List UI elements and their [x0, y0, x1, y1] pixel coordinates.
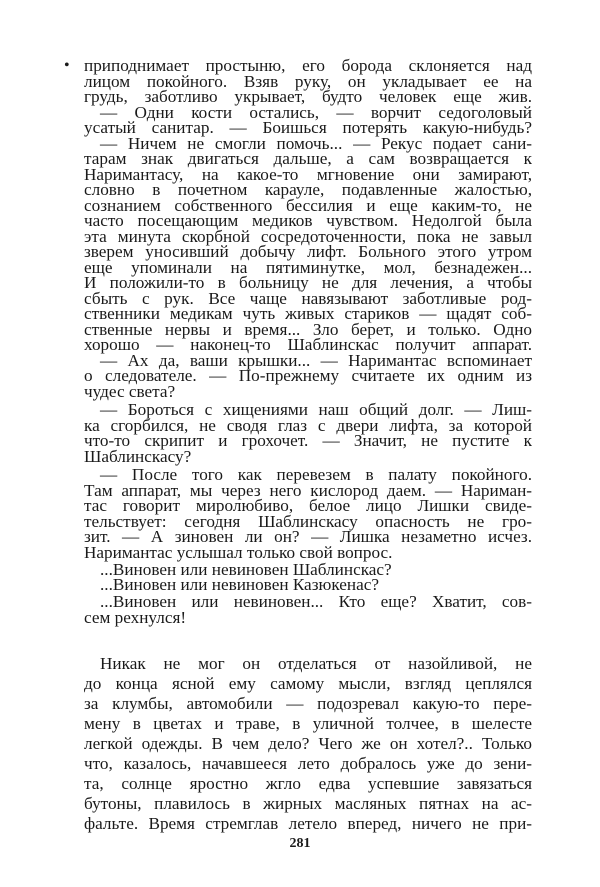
- text-line: ...Виновен или невиновен Казюкенас?: [100, 575, 379, 594]
- text-line: сбыть с рук. Все чаще навязывают заботливые род-: [84, 289, 532, 308]
- text-line: Наримантасу, на какое-то мгновение они замирают,: [84, 165, 532, 184]
- text-line: Никак не мог он отделаться от назойливой, не: [100, 654, 532, 673]
- text-line: Наримантас услышал только свой вопрос.: [84, 543, 393, 562]
- text-line: словно в почетном карауле, подавленные жалостью,: [84, 180, 532, 199]
- text-line: чудес света?: [84, 382, 176, 401]
- text-line: усатый санитар. — Боишься потерять какую-нибудь?: [84, 118, 532, 137]
- text-line: тарам знак двигаться дальше, а сам возвращается к: [84, 149, 532, 168]
- text-line: о следователе. — По-прежнему считаете их одним из: [84, 366, 532, 385]
- text-line: фальте. Время стремглав летело вперед, ничего не при-: [84, 814, 532, 833]
- text-line: — Бороться с хищениями наш общий долг. — Лиш-: [100, 400, 532, 419]
- text-line: ственные нервы и время... Зло берет, и только. Одно: [84, 320, 532, 339]
- text-line: еще упоминали на пятиминутке, мол, безнадежен...: [84, 258, 532, 277]
- text-line: грудь, заботливо укрывает, будто человек еще жив.: [84, 87, 532, 106]
- text-line: эта минута скорбной сосредоточенности, пока не завыл: [84, 227, 532, 246]
- text-line: ственники медикам чуть живых стариков — щадят соб-: [84, 304, 532, 323]
- text-line: тас говорит миролюбиво, белое лицо Лишки свиде-: [84, 496, 532, 515]
- text-line: ...Виновен или невиновен... Кто еще? Хватит, сов-: [100, 592, 532, 611]
- text-line: — Ничем не смогли помочь... — Рекус подает сани-: [100, 134, 532, 153]
- text-line: — Одни кости остались, — ворчит седоголовый: [100, 103, 532, 122]
- text-line: до конца ясной ему самому мысли, взгляд цеплялся: [84, 674, 532, 693]
- text-line: зверем уносивший добычу лифт. Больного этого утром: [84, 242, 532, 261]
- text-line: часто посещающим медиков чувством. Недолгой была: [84, 211, 532, 230]
- text-line: — После того как перевезем в палату покойного.: [100, 465, 532, 484]
- text-line: ка сгорбился, не сводя глаз с двери лифта, за которой: [84, 416, 532, 435]
- text-line: И положили-то в больницу не для лечения, а чтобы: [84, 273, 532, 292]
- text-line: Там аппарат, мы через него кислород даем. — Нариман-: [84, 481, 532, 500]
- text-line: что-то скрипит и грохочет. — Значит, не пустите к: [84, 431, 532, 450]
- text-line: та, солнце яростно жгло едва успевшие завязаться: [84, 774, 532, 793]
- text-line: сознанием собственного бессилия и еще каким-то, не: [84, 196, 532, 215]
- text-line: хорошо — наконец-то Шаблинскас получит аппарат.: [84, 335, 532, 354]
- margin-bullet-mark: •: [64, 57, 70, 74]
- page-number: 281: [289, 836, 311, 851]
- text-line: лицом покойного. Взяв руку, он укладывает ее на: [84, 72, 532, 91]
- text-line: Шаблинскасу?: [84, 447, 192, 466]
- text-line: бутоны, плавилось в жирных масляных пятнах на ас-: [84, 794, 532, 813]
- text-line: легкой одежды. В чем дело? Чего же он хотел?.. Только: [84, 734, 532, 753]
- text-line: мену в цветах и траве, в уличной толчее, в шелесте: [84, 714, 532, 733]
- text-line: зит. — А зиновен ли он? — Лишка незаметно исчез.: [84, 527, 532, 546]
- text-line: тельствует: сегодня Шаблинскасу опасность не гро-: [84, 512, 532, 531]
- text-line: за клумбы, автомобили — подозревал какую-то пере-: [84, 694, 532, 713]
- text-line: — Ах да, ваши крышки... — Наримантас вспоминает: [100, 351, 532, 370]
- text-line: что, казалось, начавшееся лето добралось уже до зени-: [84, 754, 532, 773]
- text-line: приподнимает простыню, его борода склоняется над: [84, 56, 532, 75]
- text-line: сем рехнулся!: [84, 608, 187, 627]
- text-line: ...Виновен или невиновен Шаблинскас?: [100, 560, 392, 579]
